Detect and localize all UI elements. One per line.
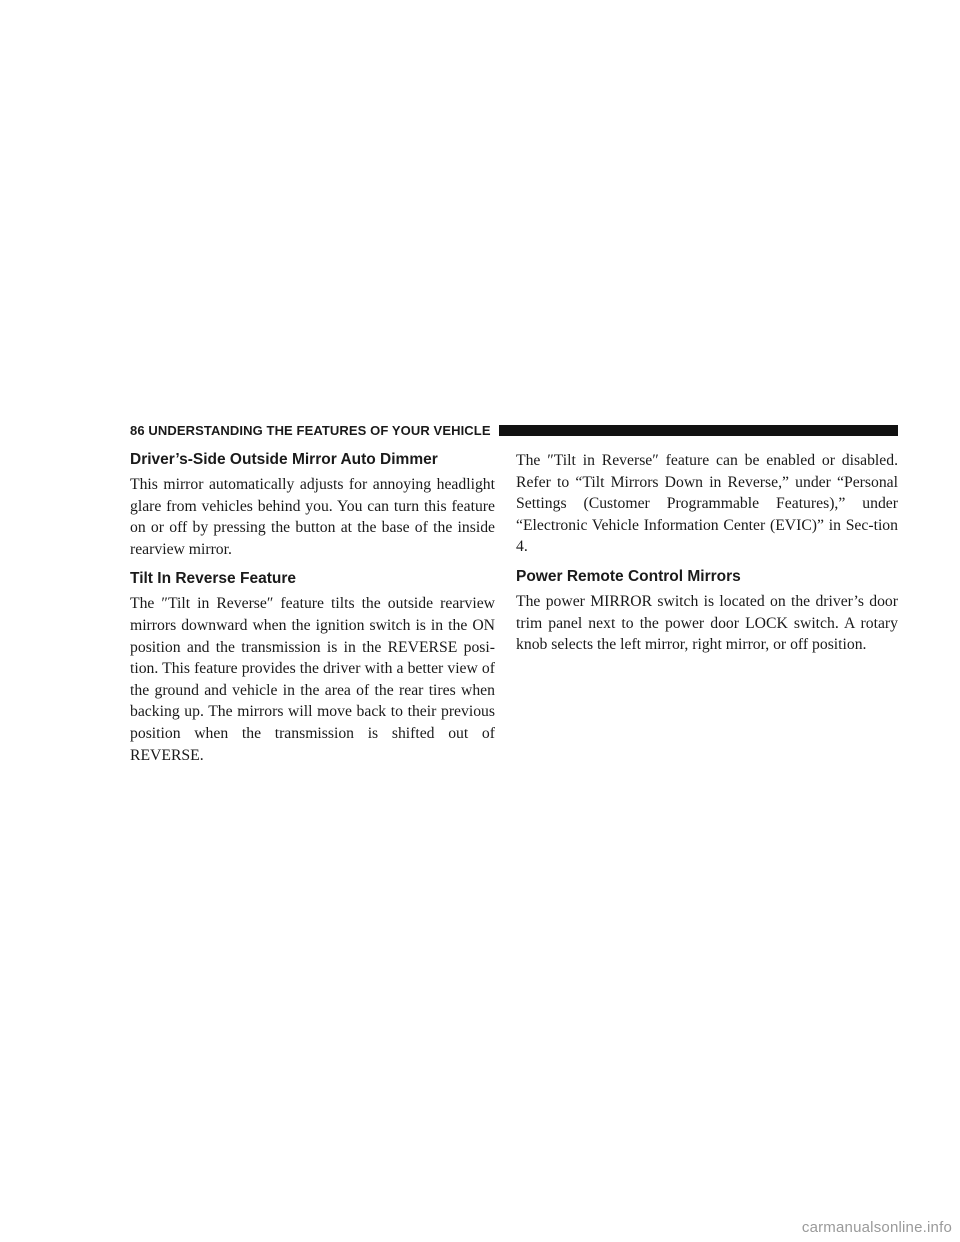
left-column xyxy=(130,450,495,766)
header-rule-bar xyxy=(499,425,898,436)
right-column xyxy=(516,450,898,656)
section-spacer xyxy=(130,560,495,569)
section-heading-power-mirrors: Power Remote Control Mirrors xyxy=(516,567,741,585)
page-header-title: 86 UNDERSTANDING THE FEATURES OF YOUR VEHICLE xyxy=(130,422,491,438)
section-heading-auto-dimmer: Driver’s-Side Outside Mirror Auto Dimmer xyxy=(130,451,438,468)
section-spacer xyxy=(516,558,898,567)
section-body-auto-dimmer: This mirror automatically adjusts for annoying headlight glare from vehicles behind you. You can turn this feature on or off by pressing the button at the base of the inside rearview mirror. xyxy=(130,476,495,558)
section-body-tilt-in-reverse: The ″Tilt in Reverse″ feature tilts the outside rearview mirrors downward when the ignition switch is in the ON position and the transmission is in the REVERSE posi-tion. This feature provides the driver with a better view of the ground and vehicle in the area of the rear tires when backing up. The mirrors will move back to their previous position when the transmission is shifted out of REVERSE. xyxy=(130,595,495,764)
section-body-tilt-enable: The ″Tilt in Reverse″ feature can be enabled or disabled. Refer to “Tilt Mirrors Down in Reverse,” under “Personal Settings (Customer Programmable Features),” under “Electronic Vehicle Information Center (EVIC)” in Sec-tion 4. xyxy=(516,452,898,556)
section-body-power-mirrors: The power MIRROR switch is located on the driver’s door trim panel next to the power door LOCK switch. A rotary knob selects the left mirror, right mirror, or off position. xyxy=(516,592,898,654)
watermark-link[interactable]: carmanualsonline.info xyxy=(801,1219,952,1236)
section-heading-tilt-in-reverse: Tilt In Reverse Feature xyxy=(130,570,296,588)
page-header xyxy=(130,422,898,438)
